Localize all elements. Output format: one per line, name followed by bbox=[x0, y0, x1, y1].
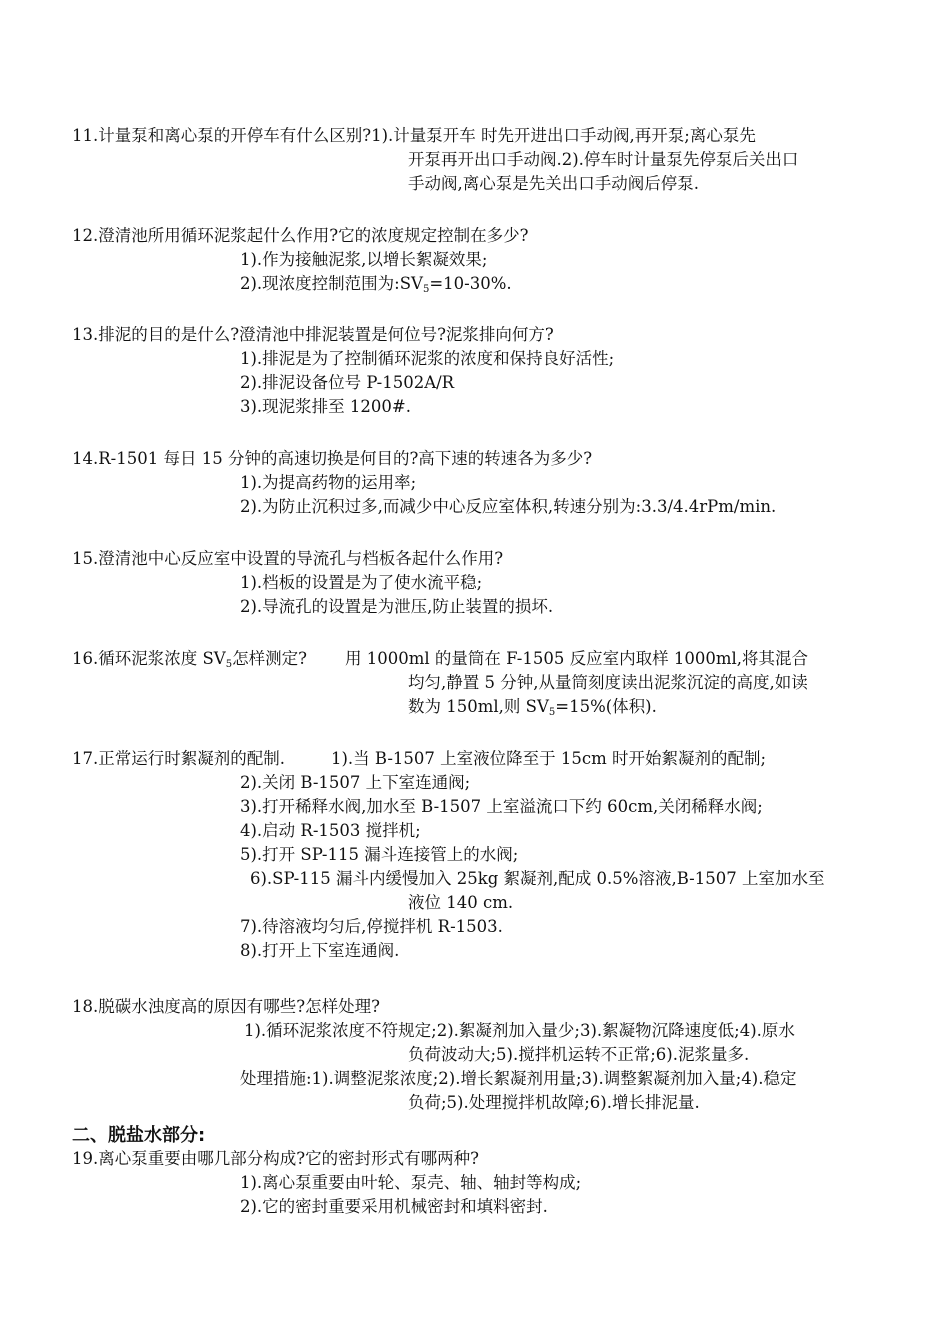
question-14 bbox=[72, 447, 872, 519]
question-15 bbox=[72, 547, 872, 619]
question-15-title: 15.澄清池中心反应室中设置的导流孔与档板各起什么作用? bbox=[72, 549, 504, 568]
answer-line: 8).打开上下室连通阀. bbox=[240, 941, 400, 960]
question-12 bbox=[72, 224, 872, 296]
answer-line: 开泵再开出口手动阀.2).停车时计量泵先停泵后关出口 bbox=[408, 150, 799, 169]
answer-line: 用 1000ml 的量筒在 F-1505 反应室内取样 1000ml,将其混合 bbox=[344, 649, 809, 668]
answer-line: 1).为提高药物的运用率; bbox=[240, 473, 417, 492]
question-11 bbox=[72, 124, 872, 196]
answer-line: 2).导流孔的设置是为泄压,防止装置的损坏. bbox=[240, 597, 554, 616]
question-19-title: 19.离心泵重要由哪几部分构成?它的密封形式有哪两种? bbox=[72, 1149, 479, 1168]
answer-line: 数为 150ml,则 $SV_5=15\%$(体积). bbox=[408, 697, 657, 718]
answer-line: 均匀,静置 5 分钟,从量筒刻度读出泥浆沉淀的高度,如读 bbox=[408, 673, 808, 692]
answer-line: 2).它的密封重要采用机械密封和填料密封. bbox=[240, 1197, 548, 1216]
answer-line: 1).档板的设置是为了使水流平稳; bbox=[240, 573, 483, 592]
answer-line: 6).SP-115 漏斗内缓慢加入 25kg 絮凝剂,配成 0.5%溶液,B-1507 上室加水至 bbox=[250, 869, 825, 888]
question-14-title: 14.R-1501 每日 15 分钟的高速切换是何目的?高下速的转速各为多少? bbox=[72, 449, 593, 468]
question-17 bbox=[72, 747, 872, 963]
answer-line: 3).现泥浆排至 1200#. bbox=[240, 397, 411, 416]
question-12-title: 12.澄清池所用循环泥浆起什么作用?它的浓度规定控制在多少? bbox=[72, 226, 529, 245]
question-16-title: 16.循环泥浆浓度 $SV_5$怎样测定? bbox=[72, 649, 307, 670]
answer-line: 处理措施:1).调整泥浆浓度;2).增长絮凝剂用量;3).调整絮凝剂加入量;4).稳定 bbox=[240, 1069, 797, 1088]
question-18 bbox=[72, 995, 872, 1115]
question-11-title: 11.计量泵和离心泵的开停车有什么区别? bbox=[72, 126, 372, 145]
question-17-title: 17.正常运行时絮凝剂的配制. bbox=[72, 749, 285, 768]
answer-line: 4).启动 R-1503 搅拌机; bbox=[240, 821, 421, 840]
answer-line: 5).打开 SP-115 漏斗连接管上的水阀; bbox=[240, 845, 519, 864]
answer-line: 负荷波动大;5).搅拌机运转不正常;6).泥浆量多. bbox=[408, 1045, 750, 1064]
answer-line: 2).为防止沉积过多,而减少中心反应室体积,转速分别为:3.3/4.4rPm/min. bbox=[240, 497, 777, 516]
question-13 bbox=[72, 323, 872, 419]
answer-line: 1).当 B-1507 上室液位降至于 15cm 时开始絮凝剂的配制; bbox=[331, 749, 767, 768]
answer-line: 1).计量泵开车 时先开进出口手动阀,再开泵;离心泵先 bbox=[371, 126, 756, 145]
answer-line: 1).循环泥浆浓度不符规定;2).絮凝剂加入量少;3).絮凝物沉降速度低;4).原水 bbox=[244, 1021, 795, 1040]
question-18-title: 18.脱碳水浊度高的原因有哪些?怎样处理? bbox=[72, 997, 380, 1016]
answer-line: 2).关闭 B-1507 上下室连通阀; bbox=[240, 773, 471, 792]
question-19 bbox=[72, 1147, 872, 1219]
answer-line: 2).现浓度控制范围为$:SV_5=10-30\%$. bbox=[240, 274, 512, 295]
answer-line: 3).打开稀释水阀,加水至 B-1507 上室溢流口下约 60cm,关闭稀释水阀; bbox=[240, 797, 763, 816]
section-heading: 二、脱盐水部分: bbox=[72, 1125, 206, 1146]
question-13-title: 13.排泥的目的是什么?澄清池中排泥装置是何位号?泥浆排向何方? bbox=[72, 325, 554, 344]
answer-line: 液位 140 cm. bbox=[408, 893, 514, 912]
question-16 bbox=[72, 647, 872, 719]
answer-line: 1).作为接触泥浆,以增长絮凝效果; bbox=[240, 250, 488, 269]
answer-line: 2).排泥设备位号 P-1502A/R bbox=[240, 373, 455, 392]
answer-line: 1).离心泵重要由叶轮、泵壳、轴、轴封等构成; bbox=[240, 1173, 582, 1192]
answer-line: 手动阀,离心泵是先关出口手动阀后停泵. bbox=[408, 174, 699, 193]
answer-line: 1).排泥是为了控制循环泥浆的浓度和保持良好活性; bbox=[240, 349, 615, 368]
answer-line: 负荷;5).处理搅拌机故障;6).增长排泥量. bbox=[408, 1093, 700, 1112]
answer-line: 7).待溶液均匀后,停搅拌机 R-1503. bbox=[240, 917, 503, 936]
